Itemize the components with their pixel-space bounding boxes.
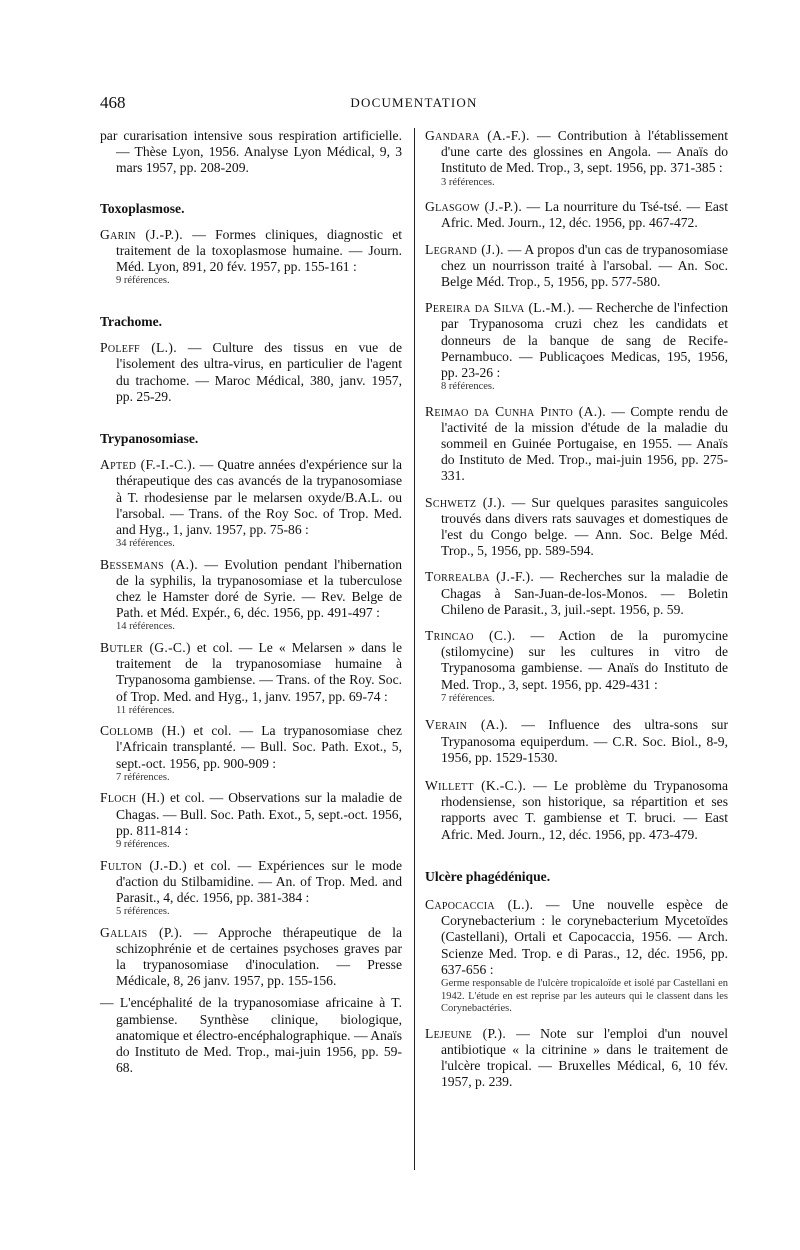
entry-author: Capocaccia (L.). [425,897,534,913]
entry-author: Floch (H.) [100,790,165,806]
entry-body: — Contribution à l'établissement d'une carte des glossines en Angola. — Anaïs do Instituto de Med. Trop., 3, sept. 1956, pp. 371-385 : [441,128,728,176]
entry-author: Apted (F.-I.-C.). [100,457,196,473]
entry-body: — Le problème du Trypanosoma rhodensiense, son historique, sa répartition et ses rapports avec T. gambiense et T. bruci. — East Afric. Med. Journ., 12, déc. 1956, pp. 473-479. [441,778,728,842]
section-heading: Trypanosomiase. [100,430,199,446]
bibliography-entry [100,723,402,784]
left-column [100,128,402,1076]
entry-text [425,628,728,693]
entry-body: et col. — Le « Melarsen » dans le traitement de la trypanosomiase humaine à Trypanosoma gambiense. — Trans. of the Roy. Soc. of Trop. Med. and Hyg., 1, janv. 1957, pp. 69-74 : [116,639,402,704]
bibliography-entry [425,199,728,231]
entry-author: Trincao (C.). [425,628,516,644]
section-heading: Ulcère phagédénique. [425,868,551,884]
reference-count: 9 références. [116,275,170,287]
bibliography-entry [425,242,728,291]
entry-body: — Recherche de l'infection par Trypanosoma cruzi chez les candidats et donneurs de la banque de sang de Recife-Pernambuco. — Publicaçoes Medicas, 195, 1956, pp. 23-26 : [441,300,728,380]
entry-body: — Recherches sur la maladie de Chagas à San-Juan-de-los-Monos. — Boletin Chileno de Parasit., 3, juil.-sept. 1956, p. 59. [441,569,728,617]
entry-body: — L'encéphalité de la trypanosomiase africaine à T. gambiense. Synthèse clinique, biologique, anatomique et électro-encéphalographique. — Anaïs do Instituto de Med. Trop., mai-juin 1956, pp. 59-68. [100,995,402,1076]
entry-author: Gallais (P.). [100,924,183,940]
entry-body: — Evolution pendant l'hibernation de la syphilis, la trypanosomiase et la tuberculose chez le Hamster doré de Syrie. — Rev. Belge de Path. et Méd. Expér., 6, déc. 1956, pp. 491-497 : [116,556,402,621]
bibliography-entry [425,404,728,485]
bibliography-entry [100,858,402,919]
bibliography-entry [100,925,402,990]
entry-text [100,457,402,538]
section-heading: Trachome. [100,313,163,329]
entry-text [100,858,402,907]
entry-text [100,925,402,990]
entry-body: — La nourriture du Tsé-tsé. — East Afric. Med. Journ., 12, déc. 1956, pp. 467-472. [441,199,728,231]
bibliography-entry [425,128,728,189]
running-title: DOCUMENTATION [350,95,478,110]
entry-text [425,1026,728,1091]
entry-text [425,242,728,291]
bibliography-entry [425,778,728,843]
entry-author: Glasgow (J.-P.). [425,199,523,215]
entry-author: Lejeune (P.). [425,1025,507,1041]
column-divider [414,128,415,1170]
entry-body: par curarisation intensive sous respiration artificielle. — Thèse Lyon, 1956. Analyse Lyon Médical, 9, 3 mars 1957, pp. 208-209. [100,128,402,176]
reference-count: 34 références. [116,538,175,550]
entry-text [100,128,402,177]
entry-author: Collomb (H.) [100,723,186,739]
bibliography-entry [425,495,728,560]
entry-body: — Formes cliniques, diagnostic et traitement de la toxoplasmose humaine. — Journ. Méd. Lyon, 891, 20 fév. 1957, pp. 155-161 : [116,226,403,275]
entry-body: — A propos d'un cas de trypanosomiase chez un nourrisson traité à l'arsobal. — An. Soc. Belge Méd. Trop., 5, 1956, pp. 577-580. [441,241,728,289]
entry-text [425,199,728,231]
entry-body: et col. — La trypanosomiase chez l'Africain transplanté. — Bull. Soc. Path. Exot., 5, sept.-oct. 1956, pp. 900-909 : [116,723,403,771]
bibliography-entry [425,569,728,618]
entry-body: — Approche thérapeutique de la schizophrénie et de certaines psychoses graves par la trypanosomiase d'inoculation. — Presse Médicale, 8, 26 janv. 1957, pp. 155-156. [116,924,402,989]
page-header [100,93,728,115]
bibliography-entry [100,995,402,1076]
entry-author: Butler (G.-C.) [100,639,191,655]
entry-author: Gandara (A.-F.). [425,128,530,143]
entry-author: Garin (J.-P.). [100,226,183,242]
reference-count: 7 références. [116,771,170,783]
entry-text [425,717,728,766]
entry-author: Bessemans (A.). [100,556,198,572]
entry-text [425,569,728,618]
entry-text [425,300,728,381]
entry-body: — Note sur l'emploi d'un nouvel antibiotique « la citrinine » dans le traitement de l'ulcère tropical. — Bruxelles Médical, 6, 10 fév. 1957, p. 239. [441,1025,729,1090]
entry-author: Poleff (L.). [100,340,177,356]
entry-author: Legrand (J.). [425,241,504,257]
entry-body: — Influence des ultra-sons sur Trypanosoma equiperdum. — C.R. Soc. Biol., 8-9, 1956, pp. 1529-1530. [441,717,728,765]
reference-count: 3 références. [441,176,495,188]
entry-text [100,227,402,276]
bibliography-entry [425,717,728,766]
bibliography-entry [100,790,402,851]
entry-note: Germe responsable de l'ulcère tropicaloïde et isolé par Castellani en 1942. L'étude en est reprise par les auteurs qui le classent dans les Corynebactéries. [441,978,728,1015]
entry-text [425,897,728,978]
page-number: 468 [100,93,126,112]
reference-count: 7 références. [441,692,495,704]
entry-body: et col. — Observations sur la maladie de Chagas. — Bull. Soc. Path. Exot., 5, sept.-oct. 1956, pp. 811-814 : [116,790,402,838]
bibliography-entry [425,300,728,394]
entry-body: — Action de la puromycine (stilomycine) sur les cultures in vitro de Trypanosoma gambiense. — Anaïs do Instituto de Med. Trop., 3, sept. 1956, pp. 429-431 : [441,628,728,692]
reference-count: 9 références. [116,839,170,850]
bibliography-entry [100,128,402,177]
entry-body: — Une nouvelle espèce de Corynebacterium : le corynebacterium Mycetoïdes (Castellani), Ortali et Capocaccia, 1956. — Arch. Scienze Med. Trop. e di Paras., 12, déc. 1956, pp. 637-656 : [441,897,728,977]
entry-text [425,778,728,843]
section-heading: Toxoplasmose. [100,200,185,216]
reference-count: 11 références. [116,704,175,716]
bibliography-entry [100,640,402,717]
entry-text [100,557,402,622]
reference-count: 14 références. [116,621,175,633]
entry-author: Fulton (J.-D.) [100,857,187,873]
entry-body: — Quatre années d'expérience sur la thérapeutique des cas avancés de la trypanosomiase à T. rhodesiense par le melarsen oxyde/B.A.L. ou l'arsobal. — Trans. of the Roy Soc. of Trop. Med. and Hyg., 1, janv. 1957, pp. 75-86 : [116,457,402,537]
entry-body: — Sur quelques parasites sanguicoles trouvés dans divers rats sauvages et domestiques de l'est du Congo belge. — Ann. Soc. Belge Méd. Trop., 5, 1956, pp. 589-594. [441,494,728,559]
reference-count: 5 références. [116,906,170,918]
bibliography-entry [425,628,728,705]
entry-text [425,128,728,177]
bibliography-entry [100,340,402,405]
entry-text [100,995,402,1076]
entry-body: et col. — Expériences sur le mode d'action du Stilbamidine. — An. of Trop. Med. and Parasit., 4, déc. 1956, pp. 381-384 : [116,857,402,905]
entry-text [100,790,402,839]
entry-body: — Culture des tissus en vue de l'isolement des ultra-virus, en particulier de l'agent du trachome. — Maroc Médical, 380, janv. 1957, pp. 25-29. [116,340,402,404]
entry-text [100,723,402,772]
bibliography-entry [100,457,402,551]
right-column [425,128,728,1090]
bibliography-entry [425,1026,728,1091]
entry-text [425,495,728,560]
bibliography-entry [425,897,728,1016]
entry-author: Verain (A.). [425,717,508,733]
reference-count: 8 références. [441,381,495,393]
entry-author: Reimao da Cunha Pinto (A.). [425,403,606,419]
entry-text [425,404,728,485]
entry-text [100,640,402,705]
entry-text [100,340,402,405]
bibliography-entry [100,557,402,634]
entry-author: Pereira da Silva (L.-M.). [425,300,576,316]
entry-author: Willett (K.-C.). [425,778,527,793]
entry-author: Schwetz (J.). [425,494,506,510]
entry-body: — Compte rendu de l'activité de la mission d'étude de la maladie du sommeil en Guinée Portugaise, en 1955. — Anaïs do Instituto de Med. Trop., mai-juin 1956, pp. 275-331. [441,403,728,484]
entry-author: Torrealba (J.-F.). [425,569,535,585]
bibliography-entry [100,227,402,288]
